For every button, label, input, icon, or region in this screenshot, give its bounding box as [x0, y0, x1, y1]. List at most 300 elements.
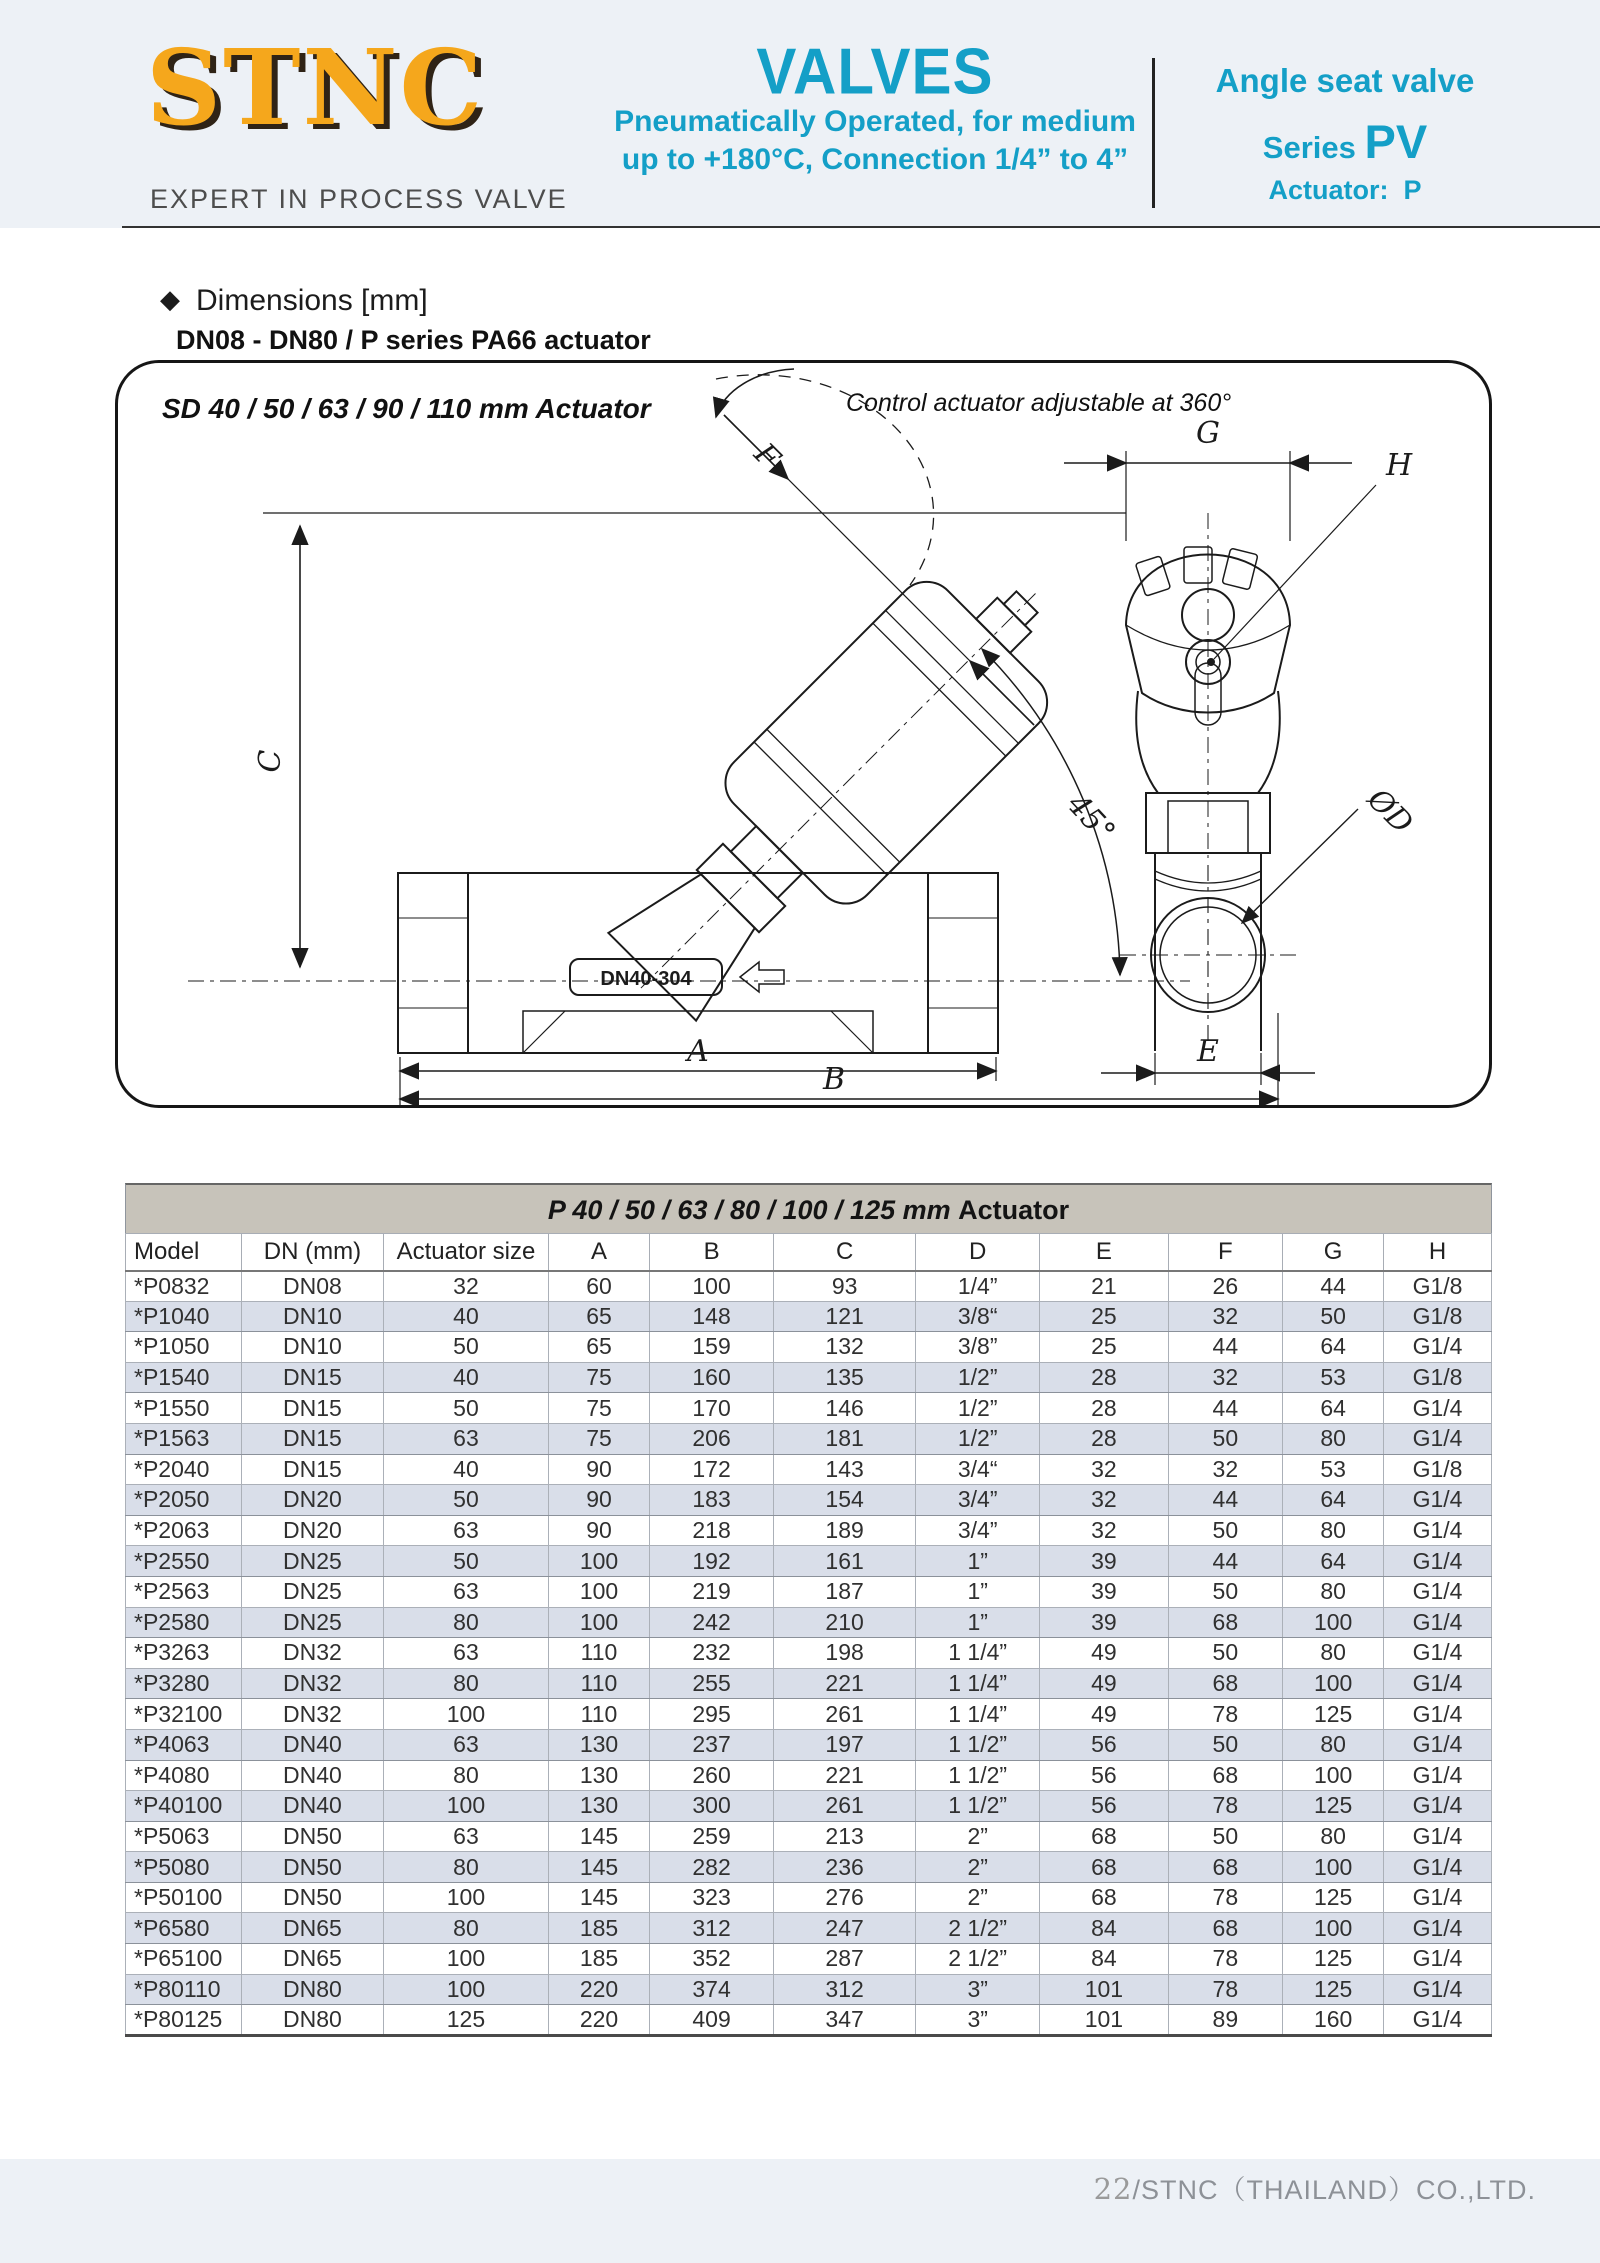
- value-cell: G1/8: [1384, 1301, 1492, 1332]
- model-cell: *P65100: [126, 1944, 242, 1975]
- value-cell: 40: [383, 1301, 548, 1332]
- value-cell: 232: [649, 1638, 773, 1669]
- section-heading: [160, 284, 428, 318]
- dim-label-C: C: [253, 749, 288, 773]
- header-rule: [122, 226, 1600, 228]
- value-cell: 2 1/2”: [916, 1913, 1040, 1944]
- dimensions-table: [125, 1233, 1492, 2037]
- column-header: B: [649, 1234, 773, 1271]
- table-row: [126, 1546, 1492, 1577]
- dimension-diagram-box: [115, 360, 1492, 1108]
- column-header: F: [1168, 1234, 1283, 1271]
- value-cell: 26: [1168, 1271, 1283, 1302]
- value-cell: DN32: [241, 1668, 383, 1699]
- value-cell: G1/8: [1384, 1362, 1492, 1393]
- shoulder-line: [1258, 691, 1280, 793]
- value-cell: 75: [549, 1393, 650, 1424]
- value-cell: 68: [1168, 1852, 1283, 1883]
- value-cell: DN15: [241, 1362, 383, 1393]
- value-cell: 2”: [916, 1852, 1040, 1883]
- model-cell: *P2063: [126, 1515, 242, 1546]
- value-cell: 44: [1168, 1332, 1283, 1363]
- value-cell: 125: [383, 2005, 548, 2036]
- value-cell: 44: [1168, 1546, 1283, 1577]
- value-cell: 2 1/2”: [916, 1944, 1040, 1975]
- value-cell: 210: [774, 1607, 916, 1638]
- value-cell: 242: [649, 1607, 773, 1638]
- value-cell: 78: [1168, 1699, 1283, 1730]
- value-cell: 50: [1168, 1576, 1283, 1607]
- value-cell: 187: [774, 1576, 916, 1607]
- value-cell: 80: [383, 1852, 548, 1883]
- value-cell: 125: [1283, 1944, 1384, 1975]
- value-cell: 50: [1168, 1821, 1283, 1852]
- value-cell: 3/4”: [916, 1485, 1040, 1516]
- table-header-row: [126, 1234, 1492, 1271]
- value-cell: 146: [774, 1393, 916, 1424]
- section-title: Dimensions [mm]: [196, 284, 428, 317]
- actuator-axis: [641, 594, 1036, 989]
- value-cell: 39: [1040, 1546, 1168, 1577]
- value-cell: 197: [774, 1729, 916, 1760]
- page-subtitle-line2: up to +180°C, Connection 1/4” to 4”: [621, 143, 1129, 177]
- value-cell: 125: [1283, 1699, 1384, 1730]
- value-cell: 261: [774, 1699, 916, 1730]
- value-cell: 100: [549, 1576, 650, 1607]
- dim-label-G: G: [1196, 416, 1220, 451]
- value-cell: 145: [549, 1852, 650, 1883]
- value-cell: 221: [774, 1668, 916, 1699]
- value-cell: DN15: [241, 1393, 383, 1424]
- value-cell: 198: [774, 1638, 916, 1669]
- value-cell: DN15: [241, 1454, 383, 1485]
- model-cell: *P3280: [126, 1668, 242, 1699]
- value-cell: 347: [774, 2005, 916, 2036]
- model-cell: *P1050: [126, 1332, 242, 1363]
- value-cell: 1/2”: [916, 1423, 1040, 1454]
- value-cell: 80: [383, 1668, 548, 1699]
- value-cell: 84: [1040, 1913, 1168, 1944]
- value-cell: 80: [383, 1760, 548, 1791]
- model-cell: *P80125: [126, 2005, 242, 2036]
- table-title-word: Actuator: [958, 1195, 1070, 1225]
- value-cell: 300: [649, 1791, 773, 1822]
- logo-tagline: EXPERT IN PROCESS VALVE: [150, 184, 568, 214]
- value-cell: 183: [649, 1485, 773, 1516]
- dim-label-E: E: [1197, 1034, 1219, 1069]
- value-cell: 68: [1168, 1668, 1283, 1699]
- value-cell: 60: [549, 1271, 650, 1302]
- table-row: [126, 1974, 1492, 2005]
- model-cell: *P4063: [126, 1729, 242, 1760]
- model-cell: *P2563: [126, 1576, 242, 1607]
- value-cell: 50: [1283, 1301, 1384, 1332]
- value-cell: DN50: [241, 1882, 383, 1913]
- value-cell: DN40: [241, 1760, 383, 1791]
- product-name: Angle seat valve: [1215, 62, 1475, 99]
- diamond-bullet-icon: ◆: [160, 284, 180, 314]
- value-cell: 100: [383, 1944, 548, 1975]
- value-cell: 56: [1040, 1760, 1168, 1791]
- value-cell: 80: [1283, 1576, 1384, 1607]
- value-cell: 1 1/2”: [916, 1760, 1040, 1791]
- diagram-right-caption: Control actuator adjustable at 360°: [846, 389, 1232, 417]
- model-cell: *P1550: [126, 1393, 242, 1424]
- value-cell: G1/4: [1384, 1882, 1492, 1913]
- dim-label-B: B: [822, 1062, 846, 1097]
- model-cell: *P50100: [126, 1882, 242, 1913]
- value-cell: 32: [1168, 1362, 1283, 1393]
- value-cell: G1/4: [1384, 1821, 1492, 1852]
- table-row: [126, 1882, 1492, 1913]
- value-cell: 323: [649, 1882, 773, 1913]
- model-cell: *P1563: [126, 1423, 242, 1454]
- value-cell: 247: [774, 1913, 916, 1944]
- model-cell: *P40100: [126, 1791, 242, 1822]
- value-cell: 100: [383, 1974, 548, 2005]
- value-cell: 1 1/2”: [916, 1791, 1040, 1822]
- table-row: [126, 1423, 1492, 1454]
- header-title-block: [610, 35, 1140, 179]
- model-cell: *P3263: [126, 1638, 242, 1669]
- value-cell: 68: [1040, 1852, 1168, 1883]
- value-cell: 213: [774, 1821, 916, 1852]
- value-cell: G1/4: [1384, 2005, 1492, 2036]
- value-cell: 143: [774, 1454, 916, 1485]
- value-cell: G1/4: [1384, 1607, 1492, 1638]
- value-cell: DN10: [241, 1332, 383, 1363]
- value-cell: DN80: [241, 2005, 383, 2036]
- column-header: A: [549, 1234, 650, 1271]
- value-cell: 3/4“: [916, 1454, 1040, 1485]
- model-cell: *P5080: [126, 1852, 242, 1883]
- value-cell: 1 1/4”: [916, 1638, 1040, 1669]
- value-cell: DN32: [241, 1638, 383, 1669]
- value-cell: 68: [1040, 1882, 1168, 1913]
- model-cell: *P1040: [126, 1301, 242, 1332]
- value-cell: 132: [774, 1332, 916, 1363]
- table-row: [126, 1485, 1492, 1516]
- value-cell: G1/4: [1384, 1668, 1492, 1699]
- value-cell: 63: [383, 1576, 548, 1607]
- value-cell: G1/8: [1384, 1454, 1492, 1485]
- leader-D: [1242, 809, 1358, 923]
- value-cell: G1/4: [1384, 1393, 1492, 1424]
- column-header: D: [916, 1234, 1040, 1271]
- value-cell: 125: [1283, 1791, 1384, 1822]
- header-divider: [1152, 58, 1155, 208]
- value-cell: G1/4: [1384, 1760, 1492, 1791]
- value-cell: 32: [1040, 1485, 1168, 1516]
- page-number: 22: [1093, 2172, 1133, 2206]
- value-cell: 50: [383, 1393, 548, 1424]
- value-cell: 260: [649, 1760, 773, 1791]
- value-cell: 32: [1168, 1301, 1283, 1332]
- cap-slot: [1222, 548, 1258, 590]
- leader-H: [1214, 485, 1376, 659]
- value-cell: 80: [1283, 1729, 1384, 1760]
- value-cell: 261: [774, 1791, 916, 1822]
- value-cell: 125: [1283, 1882, 1384, 1913]
- value-cell: 3/8“: [916, 1301, 1040, 1332]
- value-cell: 65: [549, 1301, 650, 1332]
- value-cell: G1/4: [1384, 1944, 1492, 1975]
- swing-arc-dashed: [716, 375, 934, 585]
- table-title-series: P 40 / 50 / 63 / 80 / 100 / 125 mm: [547, 1195, 959, 1225]
- value-cell: 68: [1168, 1913, 1283, 1944]
- value-cell: 80: [1283, 1821, 1384, 1852]
- value-cell: 21: [1040, 1271, 1168, 1302]
- value-cell: 185: [549, 1944, 650, 1975]
- value-cell: 100: [649, 1271, 773, 1302]
- value-cell: 110: [549, 1668, 650, 1699]
- table-row: [126, 1852, 1492, 1883]
- value-cell: 25: [1040, 1332, 1168, 1363]
- valve-technical-drawing: [118, 363, 1489, 1105]
- value-cell: DN32: [241, 1699, 383, 1730]
- value-cell: 63: [383, 1729, 548, 1760]
- value-cell: 101: [1040, 2005, 1168, 2036]
- value-cell: G1/4: [1384, 1974, 1492, 2005]
- column-header: E: [1040, 1234, 1168, 1271]
- page-subtitle-line1: Pneumatically Operated, for medium: [614, 105, 1136, 138]
- value-cell: 295: [649, 1699, 773, 1730]
- value-cell: DN40: [241, 1729, 383, 1760]
- value-cell: 63: [383, 1638, 548, 1669]
- value-cell: 78: [1168, 1791, 1283, 1822]
- actuator-line: Actuator: P: [1268, 175, 1422, 205]
- value-cell: 90: [549, 1485, 650, 1516]
- column-header: Actuator size: [383, 1234, 548, 1271]
- value-cell: 90: [549, 1515, 650, 1546]
- value-cell: 64: [1283, 1393, 1384, 1424]
- value-cell: 78: [1168, 1882, 1283, 1913]
- value-cell: 1”: [916, 1607, 1040, 1638]
- table-row: [126, 1271, 1492, 1302]
- value-cell: 110: [549, 1638, 650, 1669]
- value-cell: 56: [1040, 1791, 1168, 1822]
- value-cell: 192: [649, 1546, 773, 1577]
- value-cell: 374: [649, 1974, 773, 2005]
- value-cell: G1/4: [1384, 1729, 1492, 1760]
- value-cell: 312: [774, 1974, 916, 2005]
- value-cell: 206: [649, 1423, 773, 1454]
- dim-label-A: A: [687, 1034, 709, 1069]
- value-cell: 53: [1283, 1362, 1384, 1393]
- value-cell: 100: [1283, 1668, 1384, 1699]
- value-cell: 40: [383, 1454, 548, 1485]
- value-cell: G1/4: [1384, 1576, 1492, 1607]
- value-cell: 64: [1283, 1546, 1384, 1577]
- value-cell: 78: [1168, 1944, 1283, 1975]
- value-cell: DN50: [241, 1852, 383, 1883]
- model-cell: *P80110: [126, 1974, 242, 2005]
- value-cell: 44: [1168, 1485, 1283, 1516]
- value-cell: 145: [549, 1882, 650, 1913]
- value-cell: 276: [774, 1882, 916, 1913]
- diagram-left-caption: SD 40 / 50 / 63 / 90 / 110 mm Actuator: [162, 393, 651, 424]
- value-cell: 181: [774, 1423, 916, 1454]
- value-cell: 1/4”: [916, 1271, 1040, 1302]
- value-cell: 189: [774, 1515, 916, 1546]
- value-cell: 172: [649, 1454, 773, 1485]
- value-cell: 44: [1283, 1271, 1384, 1302]
- model-cell: *P2550: [126, 1546, 242, 1577]
- value-cell: 89: [1168, 2005, 1283, 2036]
- model-cell: *P5063: [126, 1821, 242, 1852]
- section-subtitle: DN08 - DN80 / P series PA66 actuator: [176, 325, 651, 355]
- page-title: VALVES: [756, 35, 994, 108]
- series-label: Series: [1262, 130, 1365, 165]
- value-cell: 237: [649, 1729, 773, 1760]
- table-row: [126, 1576, 1492, 1607]
- model-cell: *P4080: [126, 1760, 242, 1791]
- series-code: PV: [1364, 115, 1428, 168]
- model-cell: *P2050: [126, 1485, 242, 1516]
- dim-label-diameter: ØD: [1360, 781, 1420, 842]
- value-cell: 185: [549, 1913, 650, 1944]
- value-cell: 1 1/4”: [916, 1699, 1040, 1730]
- column-header: DN (mm): [241, 1234, 383, 1271]
- value-cell: 39: [1040, 1576, 1168, 1607]
- table-row: [126, 1668, 1492, 1699]
- series-line: [1175, 114, 1515, 169]
- value-cell: 40: [383, 1362, 548, 1393]
- value-cell: 352: [649, 1944, 773, 1975]
- value-cell: G1/4: [1384, 1332, 1492, 1363]
- value-cell: 282: [649, 1852, 773, 1883]
- value-cell: 49: [1040, 1668, 1168, 1699]
- value-cell: DN08: [241, 1271, 383, 1302]
- cylinder-rib: [767, 729, 900, 862]
- model-cell: *P32100: [126, 1699, 242, 1730]
- value-cell: 75: [549, 1423, 650, 1454]
- value-cell: 100: [383, 1791, 548, 1822]
- table-row: [126, 1944, 1492, 1975]
- value-cell: DN25: [241, 1546, 383, 1577]
- value-cell: 50: [1168, 1729, 1283, 1760]
- value-cell: 44: [1168, 1393, 1283, 1424]
- value-cell: G1/4: [1384, 1546, 1492, 1577]
- shoulder-line: [1136, 691, 1158, 793]
- table-row: [126, 2005, 1492, 2036]
- value-cell: 135: [774, 1362, 916, 1393]
- value-cell: DN65: [241, 1913, 383, 1944]
- value-cell: 100: [383, 1882, 548, 1913]
- value-cell: 218: [649, 1515, 773, 1546]
- model-cell: *P2580: [126, 1607, 242, 1638]
- value-cell: 255: [649, 1668, 773, 1699]
- value-cell: 84: [1040, 1944, 1168, 1975]
- value-cell: 50: [383, 1332, 548, 1363]
- table-row: [126, 1913, 1492, 1944]
- value-cell: 63: [383, 1821, 548, 1852]
- table-row: [126, 1362, 1492, 1393]
- value-cell: G1/4: [1384, 1913, 1492, 1944]
- cap-slot: [1135, 556, 1170, 596]
- value-cell: DN80: [241, 1974, 383, 2005]
- value-cell: 287: [774, 1944, 916, 1975]
- value-cell: 170: [649, 1393, 773, 1424]
- value-cell: 1 1/2”: [916, 1729, 1040, 1760]
- value-cell: 3/8”: [916, 1332, 1040, 1363]
- value-cell: 220: [549, 1974, 650, 2005]
- footer-text: [1094, 2168, 1536, 2207]
- table-row: [126, 1729, 1492, 1760]
- model-cell: *P6580: [126, 1913, 242, 1944]
- value-cell: 1/2”: [916, 1393, 1040, 1424]
- value-cell: 148: [649, 1301, 773, 1332]
- value-cell: 259: [649, 1821, 773, 1852]
- value-cell: 100: [549, 1607, 650, 1638]
- value-cell: 3”: [916, 2005, 1040, 2036]
- value-cell: 80: [383, 1913, 548, 1944]
- value-cell: 161: [774, 1546, 916, 1577]
- value-cell: 68: [1040, 1821, 1168, 1852]
- value-cell: 219: [649, 1576, 773, 1607]
- value-cell: 130: [549, 1729, 650, 1760]
- value-cell: DN25: [241, 1576, 383, 1607]
- value-cell: G1/4: [1384, 1423, 1492, 1454]
- stnc-logo: STNC: [146, 26, 485, 149]
- value-cell: DN50: [241, 1821, 383, 1852]
- value-cell: DN15: [241, 1423, 383, 1454]
- value-cell: 93: [774, 1271, 916, 1302]
- value-cell: 32: [1168, 1454, 1283, 1485]
- value-cell: 159: [649, 1332, 773, 1363]
- value-cell: 90: [549, 1454, 650, 1485]
- value-cell: 3”: [916, 1974, 1040, 2005]
- value-cell: 56: [1040, 1729, 1168, 1760]
- value-cell: 1/2”: [916, 1362, 1040, 1393]
- value-cell: 220: [549, 2005, 650, 2036]
- dim-label-H: H: [1386, 448, 1413, 483]
- value-cell: 2”: [916, 1882, 1040, 1913]
- column-header: Model: [126, 1234, 242, 1271]
- bevel-line: [523, 1011, 565, 1053]
- value-cell: 80: [1283, 1638, 1384, 1669]
- column-header: H: [1384, 1234, 1492, 1271]
- value-cell: G1/4: [1384, 1791, 1492, 1822]
- value-cell: G1/4: [1384, 1699, 1492, 1730]
- value-cell: 63: [383, 1515, 548, 1546]
- value-cell: 50: [1168, 1515, 1283, 1546]
- value-cell: 1”: [916, 1576, 1040, 1607]
- table-row: [126, 1607, 1492, 1638]
- value-cell: 100: [383, 1699, 548, 1730]
- value-cell: 75: [549, 1362, 650, 1393]
- value-cell: 80: [1283, 1515, 1384, 1546]
- value-cell: 50: [1168, 1638, 1283, 1669]
- value-cell: 68: [1168, 1760, 1283, 1791]
- value-cell: 80: [1283, 1423, 1384, 1454]
- value-cell: 3/4”: [916, 1515, 1040, 1546]
- value-cell: 28: [1040, 1423, 1168, 1454]
- value-cell: 28: [1040, 1393, 1168, 1424]
- value-cell: 1 1/4”: [916, 1668, 1040, 1699]
- value-cell: G1/4: [1384, 1852, 1492, 1883]
- value-cell: 50: [1168, 1423, 1283, 1454]
- value-cell: 100: [1283, 1607, 1384, 1638]
- value-cell: 100: [1283, 1913, 1384, 1944]
- value-cell: 121: [774, 1301, 916, 1332]
- table-row: [126, 1699, 1492, 1730]
- value-cell: 130: [549, 1760, 650, 1791]
- table-row: [126, 1301, 1492, 1332]
- value-cell: 32: [1040, 1515, 1168, 1546]
- flow-direction-arrow: [740, 962, 784, 992]
- value-cell: 32: [1040, 1454, 1168, 1485]
